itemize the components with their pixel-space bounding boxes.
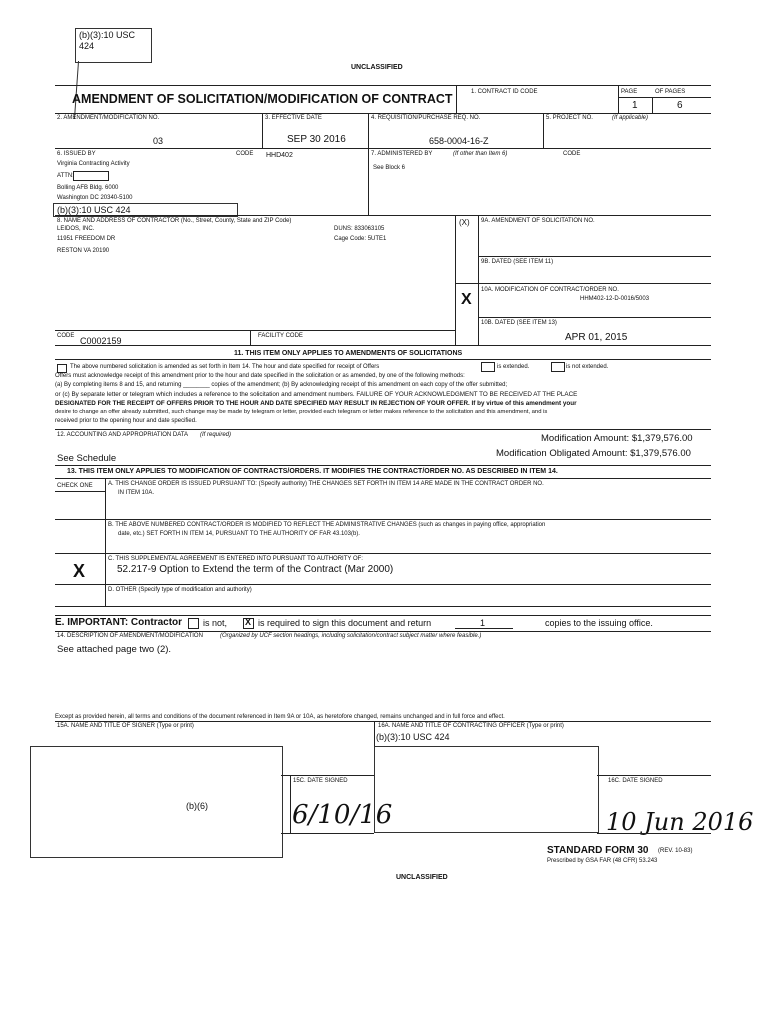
classification-bottom: UNCLASSIFIED xyxy=(396,874,448,881)
value-10b: APR 01, 2015 xyxy=(565,332,628,343)
item13d-line1: D. OTHER (Specify type of modification and authority) xyxy=(108,587,252,593)
item11-p4: DESIGNATED FOR THE RECEIPT OF OFFERS PRIOR TO THE HOUR AND DATE SPECIFIED MAY RESULT IN REJECTION OF YOUR OFFER. If by virtue of this amendment your xyxy=(55,400,577,407)
item11-p1: Offers must acknowledge receipt of this amendment prior to the hour and date specified in the solicitation or as amended, by one of the following methods: xyxy=(55,373,465,379)
is-not-label: is not, xyxy=(203,618,228,628)
req-label: 4. REQUISITION/PURCHASE REQ. NO. xyxy=(371,115,481,121)
item14-value: See attached page two (2). xyxy=(57,644,172,655)
item13b-line1: B. THE ABOVE NUMBERED CONTRACT/ORDER IS MODIFIED TO REFLECT THE ADMINISTRATIVE CHANGES (such as changes in paying office, appropriation xyxy=(108,522,546,528)
item13c-line1: C. THIS SUPPLEMENTAL AGREEMENT IS ENTERED INTO PURSUANT TO AUTHORITY OF: xyxy=(108,556,363,562)
issued-line4: Washington DC 20340-5100 xyxy=(57,195,133,201)
item13-title: 13. THIS ITEM ONLY APPLIES TO MODIFICATION OF CONTRACTS/ORDERS. IT MODIFIES THE CONTRACT/ORDER NO. AS DESCRIBED IN ITEM 14. xyxy=(67,468,558,475)
redaction-signer xyxy=(30,746,283,858)
facility-code-label: FACILITY CODE xyxy=(258,333,303,339)
important-label: E. IMPORTANT: Contractor xyxy=(55,617,183,628)
of-pages-label: OF PAGES xyxy=(655,89,686,95)
item12-note: (If required) xyxy=(200,432,232,438)
item13a-line2: IN ITEM 10A. xyxy=(118,490,155,496)
item11-p5: desire to change an offer already submitted, such change may be made by telegram or letter, provided each telegram or letter makes reference to the solicitation and this amendment, and is xyxy=(55,409,548,415)
not-extended-checkbox[interactable] xyxy=(551,362,565,372)
label-9b: 9B. DATED (SEE ITEM 11) xyxy=(481,259,554,265)
admin-note: (If other than Item 6) xyxy=(453,151,508,157)
duns: DUNS: 833063105 xyxy=(334,226,385,232)
extended-checkbox[interactable] xyxy=(481,362,495,372)
contractor-code-value: C0002159 xyxy=(80,336,122,346)
prescribed-by: Prescribed by GSA FAR (48 CFR) 53.243 xyxy=(547,858,658,864)
label-10a: 10A. MODIFICATION OF CONTRACT/ORDER NO. xyxy=(481,287,619,293)
signature-date-16c: 10 Jun 2016 xyxy=(606,808,754,836)
admin-code-label: CODE xyxy=(563,151,581,157)
label-10b: 10B. DATED (SEE ITEM 13) xyxy=(481,320,557,326)
item12-value: See Schedule xyxy=(57,453,117,464)
item11-p2: (a) By completing items 8 and 15, and returning ________ copies of the amendment; (b) By acknowledging receipt of this amendment on each copy of the offer submitted; xyxy=(55,382,508,388)
contractor-label: 8. NAME AND ADDRESS OF CONTRACTOR (No., Street, County, State and ZIP Code) xyxy=(57,218,292,224)
redaction-officer-signature xyxy=(374,746,599,833)
redaction-top-line1: (b)(3):10 USC xyxy=(79,30,136,40)
copies-text: copies to the issuing office. xyxy=(545,618,653,628)
label-16a: 16A. NAME AND TITLE OF CONTRACTING OFFICER (Type or print) xyxy=(378,723,564,729)
redaction-top xyxy=(75,28,152,63)
check-10a-mark: X xyxy=(461,291,472,308)
issued-code-label: CODE xyxy=(236,151,254,157)
check-one-label: CHECK ONE xyxy=(57,483,93,489)
label-15c: 15C. DATE SIGNED xyxy=(293,778,348,784)
x9a-label: (X) xyxy=(459,218,470,227)
item13a-line1: A. THIS CHANGE ORDER IS ISSUED PURSUANT TO: (Specify authority) THE CHANGES SET FORTH IN ITEM 14 ARE MADE IN THE CONTRACT ORDER NO. xyxy=(108,481,544,487)
item11-ack-checkbox[interactable] xyxy=(57,364,67,373)
label-9a: 9A. AMENDMENT OF SOLICITATION NO. xyxy=(481,218,595,224)
copies-number: 1 xyxy=(480,618,486,628)
eff-date-value: SEP 30 2016 xyxy=(287,134,346,145)
contractor-line2: 11951 FREEDOM DR xyxy=(57,236,116,242)
item11-p3: or (c) By separate letter or telegram which includes a reference to the solicitation and amendment numbers. FAILURE OF YOUR ACKNOWLEDGMENT TO BE RECEIVED AT THE PLACE xyxy=(55,391,578,398)
label-16c: 16C. DATE SIGNED xyxy=(608,778,663,784)
form-name: STANDARD FORM 30 xyxy=(547,845,649,856)
item13b-line2: date, etc.) SET FORTH IN ITEM 14, PURSUANT TO THE AUTHORITY OF FAR 43.103(b). xyxy=(118,531,360,537)
classification-top: UNCLASSIFIED xyxy=(351,64,403,71)
issued-line2: ATTN: xyxy=(57,173,74,179)
proj-label: 5. PROJECT NO. xyxy=(546,115,593,121)
label-15a: 15A. NAME AND TITLE OF SIGNER (Type or print) xyxy=(57,723,194,729)
item14-label: 14. DESCRIPTION OF AMENDMENT/MODIFICATION xyxy=(57,633,203,639)
cage-code: Cage Code: 5UTE1 xyxy=(334,236,387,242)
redaction-signer-text: (b)(6) xyxy=(186,801,208,811)
item13c-line2: 52.217-9 Option to Extend the term of the Contract (Mar 2000) xyxy=(117,564,394,575)
mod-no-label: 2. AMENDMENT/MODIFICATION NO. xyxy=(57,115,160,121)
issued-line3: Bolling AFB Bldg. 6000 xyxy=(57,185,119,191)
value-10a: HHM402-12-D-0016/5003 xyxy=(580,296,650,302)
redaction-leader-line xyxy=(74,61,79,119)
redaction-issued-text: (b)(3):10 USC 424 xyxy=(57,205,131,215)
item11-p6: received prior to the opening hour and date specified. xyxy=(55,418,197,424)
obligated-amount: Modification Obligated Amount: $1,379,576.00 xyxy=(496,448,691,459)
page-number: 1 xyxy=(632,100,638,111)
extended-label: is extended. xyxy=(497,364,530,370)
is-not-checkbox[interactable] xyxy=(188,618,199,629)
page-label: PAGE xyxy=(621,89,638,95)
not-extended-label: is not extended. xyxy=(566,364,609,370)
form-rev: (REV. 10-83) xyxy=(658,848,693,854)
admin-value: See Block 6 xyxy=(373,165,406,171)
redaction-officer-text: (b)(3):10 USC 424 xyxy=(376,732,450,742)
of-pages-number: 6 xyxy=(677,100,683,111)
eff-date-label: 3. EFFECTIVE DATE xyxy=(265,115,322,121)
redaction-top-line2: 424 xyxy=(79,41,95,51)
issued-code-value: HHD402 xyxy=(266,152,293,159)
issued-label: 6. ISSUED BY xyxy=(57,151,96,157)
item11-line1: The above numbered solicitation is amended as set forth in Item 14. The hour and date specified for receipt of Offers xyxy=(70,364,380,370)
req-value: 658-0004-16-Z xyxy=(429,136,489,146)
except-clause: Except as provided herein, all terms and conditions of the document referenced in Item 9A or 10A, as heretofore changed, remains unchanged and in full force and effect. xyxy=(55,714,505,720)
check-13c-mark: X xyxy=(73,561,86,581)
item11-title: 11. THIS ITEM ONLY APPLIES TO AMENDMENTS OF SOLICITATIONS xyxy=(234,350,463,357)
attn-redaction xyxy=(73,171,109,181)
is-required-label: is required to sign this document and return xyxy=(258,618,432,628)
issued-line1: Virginia Contracting Activity xyxy=(57,161,130,167)
contractor-line3: RESTON VA 20190 xyxy=(57,248,110,254)
contractor-line1: LEIDOS, INC. xyxy=(57,226,95,232)
item14-note: (Organized by UCF section headings, including solicitation/contract subject matter where feasible.) xyxy=(220,633,482,639)
contractor-code-label: CODE xyxy=(57,333,75,339)
item12-label: 12. ACCOUNTING AND APPROPRIATION DATA xyxy=(57,432,189,438)
mod-amount: Modification Amount: $1,379,576.00 xyxy=(541,433,693,444)
signature-date-15c: 6/10/16 xyxy=(292,800,393,830)
contract-id-label: 1. CONTRACT ID CODE xyxy=(471,89,538,95)
proj-note: (If applicable) xyxy=(612,115,649,121)
admin-label: 7. ADMINISTERED BY xyxy=(371,151,433,157)
mod-no-value: 03 xyxy=(153,136,164,146)
is-required-check-mark: X xyxy=(245,617,252,627)
form-title: AMENDMENT OF SOLICITATION/MODIFICATION OF CONTRACT xyxy=(72,92,453,106)
